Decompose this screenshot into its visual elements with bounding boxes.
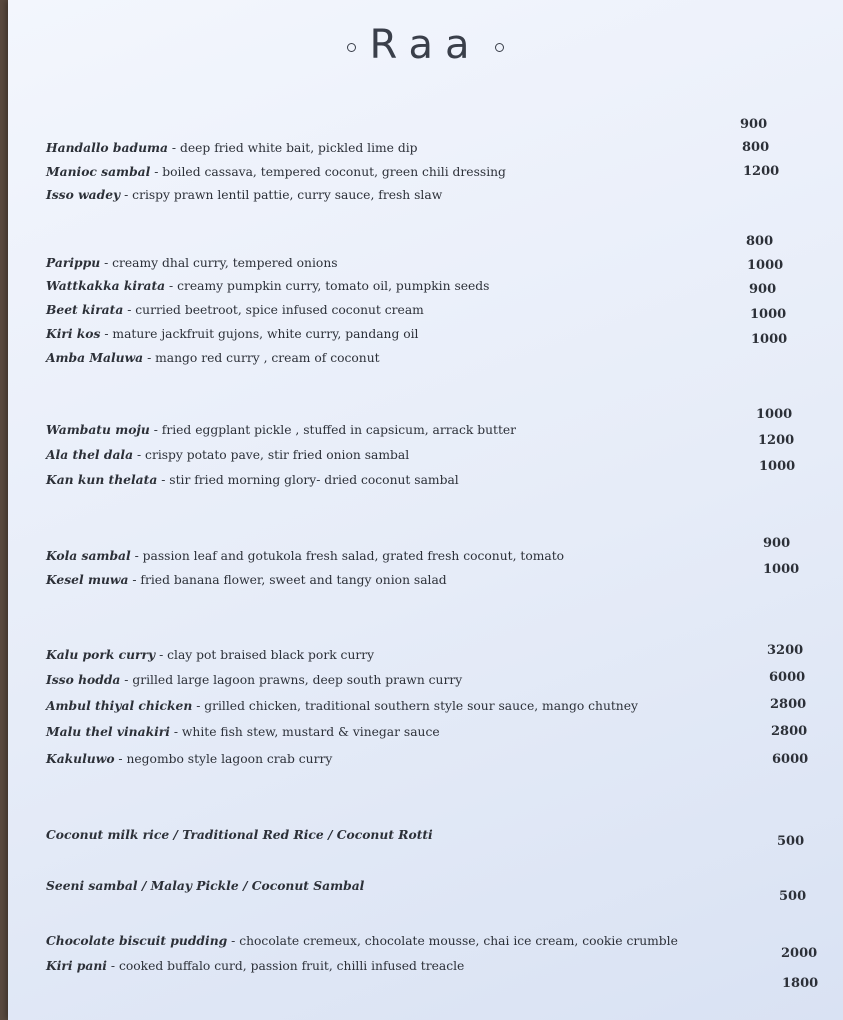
- menu-item-name: Wattkakka kirata: [46, 278, 166, 293]
- menu-item-price: 1000: [751, 332, 788, 347]
- menu-item-name: Amba Maluwa: [46, 350, 144, 365]
- menu-item-name: Chocolate biscuit pudding: [46, 933, 228, 948]
- menu-item-name: Kiri kos: [46, 326, 101, 341]
- menu-item: [46, 472, 459, 487]
- menu-item-price: 900: [740, 117, 768, 132]
- menu-item-price: 6000: [769, 670, 806, 685]
- menu-item-name: Ambul thiyal chicken: [46, 698, 193, 713]
- menu-item: [46, 164, 506, 179]
- menu-item-name: Coconut milk rice / Traditional Red Rice / Coconut Rotti: [46, 827, 433, 842]
- brand-name: Raa: [369, 22, 482, 68]
- menu-item-price: 1000: [759, 459, 796, 474]
- menu-item-name: Kiri pani: [46, 958, 107, 973]
- menu-item-name: Manioc sambal: [46, 164, 151, 179]
- menu-item: [46, 933, 678, 948]
- menu-item-description: - chocolate cremeux, chocolate mousse, chai ice cream, cookie crumble: [227, 934, 678, 948]
- menu-item: [46, 672, 462, 687]
- menu-item-name: Malu thel vinakiri: [46, 724, 170, 739]
- menu-item-name: Beet kirata: [46, 302, 124, 317]
- menu-item-name: Isso wadey: [46, 187, 121, 202]
- menu-item-price: 800: [746, 234, 774, 249]
- menu-item-name: Kan kun thelata: [46, 472, 158, 487]
- menu-item-description: - negombo style lagoon crab curry: [114, 752, 333, 766]
- menu-item: [46, 647, 374, 662]
- menu-item-description: - passion leaf and gotukola fresh salad, grated fresh coconut, tomato: [130, 549, 565, 563]
- menu-item-name: Ala thel dala: [46, 447, 134, 462]
- menu-item: [46, 878, 364, 893]
- menu-item: [46, 422, 516, 437]
- menu-item-name: Parippu: [46, 255, 101, 270]
- menu-item-name: Kesel muwa: [46, 572, 129, 587]
- menu-item: [46, 187, 442, 202]
- menu-item-name: Seeni sambal / Malay Pickle / Coconut Sambal: [46, 878, 365, 893]
- menu-item-description: - creamy dhal curry, tempered onions: [100, 256, 338, 270]
- menu-item-price: 1800: [782, 976, 819, 991]
- menu-item: [46, 548, 564, 563]
- menu-item-description: - mature jackfruit gujons, white curry, pandang oil: [100, 327, 419, 341]
- menu-item-price: 1200: [758, 433, 795, 448]
- menu-item-price: 1000: [763, 562, 800, 577]
- menu-item: [46, 447, 409, 462]
- menu-item-price: 2000: [781, 946, 818, 961]
- menu-item-price: 1200: [743, 164, 780, 179]
- menu-item-price: 900: [749, 282, 777, 297]
- menu-item: [46, 350, 380, 365]
- menu-item-price: 2800: [770, 697, 807, 712]
- logo-dot-left-icon: [347, 43, 356, 52]
- menu-item-description: - stir fried morning glory- dried coconut sambal: [157, 473, 459, 487]
- menu-item: [46, 140, 418, 155]
- menu-item-description: - white fish stew, mustard & vinegar sauce: [169, 725, 440, 739]
- menu-item: [46, 827, 433, 842]
- menu-item-name: Wambatu moju: [46, 422, 150, 437]
- menu-item: [46, 958, 464, 973]
- menu-item-description: - grilled chicken, traditional southern style sour sauce, mango chutney: [192, 699, 638, 713]
- menu-item: [46, 302, 424, 317]
- menu-item-name: Kola sambal: [46, 548, 131, 563]
- menu-page: [8, 0, 843, 1020]
- menu-item-price: 6000: [772, 752, 809, 767]
- menu-item: [46, 255, 338, 270]
- menu-item: [46, 326, 419, 341]
- menu-item-description: - creamy pumpkin curry, tomato oil, pumpkin seeds: [165, 279, 490, 293]
- menu-item-price: 3200: [767, 643, 804, 658]
- menu-item-description: - fried eggplant pickle , stuffed in capsicum, arrack butter: [149, 423, 517, 437]
- menu-item-price: 800: [742, 140, 770, 155]
- menu-item-name: Kalu pork curry: [46, 647, 156, 662]
- menu-item-price: 500: [779, 889, 807, 904]
- menu-item-name: Kakuluwo: [46, 751, 115, 766]
- menu-item-description: - grilled large lagoon prawns, deep south prawn curry: [120, 673, 463, 687]
- menu-item: [46, 724, 440, 739]
- menu-item: [46, 572, 447, 587]
- menu-item: [46, 751, 332, 766]
- menu-item: [46, 698, 638, 713]
- logo-dot-right-icon: [495, 43, 504, 52]
- menu-item-price: 1000: [747, 258, 784, 273]
- menu-item-price: 900: [763, 536, 791, 551]
- brand-logo: [8, 22, 843, 68]
- menu-item-description: - crispy prawn lentil pattie, curry sauce, fresh slaw: [120, 188, 443, 202]
- menu-item-name: Isso hodda: [46, 672, 121, 687]
- menu-item-price: 1000: [756, 407, 793, 422]
- menu-item-name: Handallo baduma: [46, 140, 169, 155]
- menu-item-price: 1000: [750, 307, 787, 322]
- menu-item-description: - fried banana flower, sweet and tangy onion salad: [128, 573, 447, 587]
- menu-item: [46, 278, 490, 293]
- menu-item-price: 2800: [771, 724, 808, 739]
- menu-item-description: - boiled cassava, tempered coconut, green chili dressing: [150, 165, 506, 179]
- menu-item-description: - mango red curry , cream of coconut: [143, 351, 380, 365]
- menu-item-description: - deep fried white bait, pickled lime dip: [168, 141, 418, 155]
- menu-item-description: - crispy potato pave, stir fried onion sambal: [133, 448, 410, 462]
- menu-item-description: - clay pot braised black pork curry: [155, 648, 375, 662]
- menu-item-price: 500: [777, 834, 805, 849]
- menu-item-description: - curried beetroot, spice infused coconut cream: [123, 303, 424, 317]
- menu-item-description: - cooked buffalo curd, passion fruit, chilli infused treacle: [106, 959, 465, 973]
